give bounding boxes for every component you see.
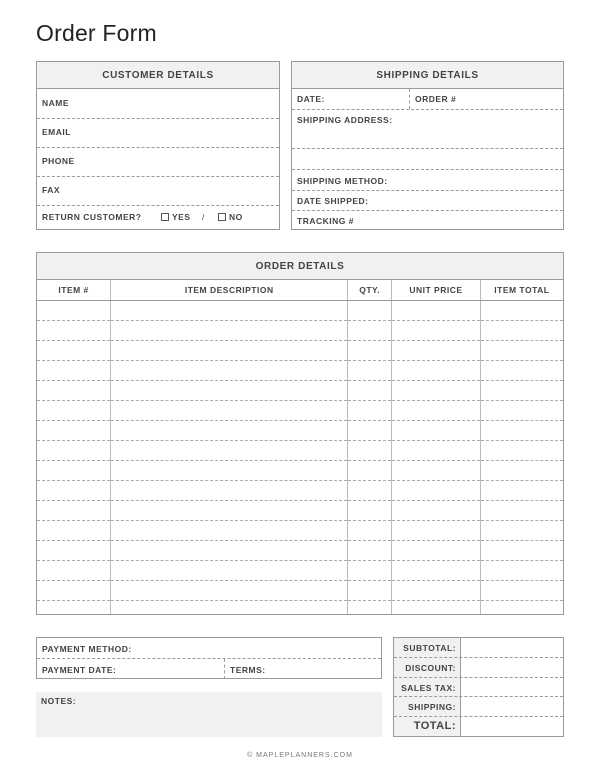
qty-cell[interactable] bbox=[348, 561, 392, 581]
table-row bbox=[37, 441, 563, 461]
item-number-cell[interactable] bbox=[37, 601, 111, 616]
shipping-method-field[interactable] bbox=[292, 170, 563, 191]
email-field[interactable] bbox=[37, 119, 279, 148]
unit-price-cell[interactable] bbox=[392, 541, 481, 561]
terms-field[interactable]: TERMS: bbox=[230, 665, 266, 675]
shipping-address-line-1[interactable] bbox=[292, 128, 563, 149]
item-description-cell[interactable] bbox=[111, 301, 348, 321]
unit-price-cell[interactable] bbox=[392, 381, 481, 401]
qty-cell[interactable] bbox=[348, 421, 392, 441]
qty-cell[interactable] bbox=[348, 541, 392, 561]
item-total-cell[interactable] bbox=[480, 481, 563, 501]
unit-price-cell[interactable] bbox=[392, 421, 481, 441]
unit-price-cell[interactable] bbox=[392, 481, 481, 501]
item-description-cell[interactable] bbox=[111, 441, 348, 461]
customer-details-header: CUSTOMER DETAILS bbox=[37, 62, 279, 89]
item-description-cell[interactable] bbox=[111, 321, 348, 341]
item-total-cell[interactable] bbox=[480, 561, 563, 581]
unit-price-cell[interactable] bbox=[392, 581, 481, 601]
total-label: TOTAL: bbox=[413, 720, 456, 732]
unit-price-cell[interactable] bbox=[392, 401, 481, 421]
yes-checkbox[interactable] bbox=[161, 213, 169, 221]
unit-price-cell[interactable] bbox=[392, 561, 481, 581]
unit-price-cell[interactable] bbox=[392, 301, 481, 321]
item-description-cell[interactable] bbox=[111, 421, 348, 441]
table-row bbox=[37, 381, 563, 401]
qty-cell[interactable] bbox=[348, 401, 392, 421]
item-description-cell[interactable] bbox=[111, 381, 348, 401]
unit-price-cell[interactable] bbox=[392, 501, 481, 521]
column-header-item-total: ITEM TOTAL bbox=[480, 280, 563, 301]
item-description-cell[interactable] bbox=[111, 561, 348, 581]
item-number-cell[interactable] bbox=[37, 501, 111, 521]
item-description-cell[interactable] bbox=[111, 361, 348, 381]
qty-cell[interactable] bbox=[348, 601, 392, 616]
column-header-unit-price: UNIT PRICE bbox=[392, 280, 481, 301]
shipping-address-line-2[interactable] bbox=[292, 149, 563, 170]
date-order-divider bbox=[409, 89, 410, 109]
footer-credit: © MAPLEPLANNERS.COM bbox=[247, 752, 353, 759]
unit-price-cell[interactable] bbox=[392, 341, 481, 361]
date-order-row bbox=[292, 89, 563, 110]
totals-panel bbox=[393, 637, 564, 737]
item-total-cell[interactable] bbox=[480, 541, 563, 561]
item-number-cell[interactable] bbox=[37, 361, 111, 381]
sales-tax-label: SALES TAX: bbox=[401, 683, 456, 693]
payment-method-label: PAYMENT METHOD: bbox=[42, 644, 132, 654]
qty-cell[interactable] bbox=[348, 521, 392, 541]
payment-panel bbox=[36, 637, 382, 679]
item-number-cell[interactable] bbox=[37, 461, 111, 481]
item-total-cell[interactable] bbox=[480, 321, 563, 341]
item-description-cell[interactable] bbox=[111, 461, 348, 481]
unit-price-cell[interactable] bbox=[392, 521, 481, 541]
email-label: EMAIL bbox=[42, 127, 71, 137]
item-number-cell[interactable] bbox=[37, 561, 111, 581]
discount-label: DISCOUNT: bbox=[405, 663, 456, 673]
subtotal-label: SUBTOTAL: bbox=[403, 643, 456, 653]
table-row bbox=[37, 401, 563, 421]
notes-label: NOTES: bbox=[41, 696, 77, 706]
total-row[interactable] bbox=[394, 717, 563, 736]
qty-cell[interactable] bbox=[348, 581, 392, 601]
unit-price-cell[interactable] bbox=[392, 361, 481, 381]
return-customer-row bbox=[37, 206, 279, 230]
item-total-cell[interactable] bbox=[480, 581, 563, 601]
customer-details-panel bbox=[36, 61, 280, 230]
table-row bbox=[37, 301, 563, 321]
item-number-cell[interactable] bbox=[37, 341, 111, 361]
qty-cell[interactable] bbox=[348, 481, 392, 501]
column-header-item-description: ITEM DESCRIPTION bbox=[111, 280, 348, 301]
page-title: Order Form bbox=[36, 20, 157, 46]
date-shipped-label: DATE SHIPPED: bbox=[297, 196, 369, 206]
table-row bbox=[37, 461, 563, 481]
no-option[interactable]: NO bbox=[218, 212, 243, 222]
shipping-details-header: SHIPPING DETAILS bbox=[292, 62, 563, 89]
item-description-cell[interactable] bbox=[111, 341, 348, 361]
date-field[interactable]: DATE: bbox=[297, 94, 325, 104]
table-row bbox=[37, 561, 563, 581]
shipping-address-label: SHIPPING ADDRESS: bbox=[297, 115, 393, 125]
discount-row[interactable] bbox=[394, 658, 563, 678]
column-header-qty: QTY. bbox=[348, 280, 392, 301]
item-number-cell[interactable] bbox=[37, 381, 111, 401]
yes-option[interactable]: YES bbox=[161, 212, 191, 222]
item-number-cell[interactable] bbox=[37, 301, 111, 321]
no-checkbox[interactable] bbox=[218, 213, 226, 221]
payment-date-field[interactable]: PAYMENT DATE: bbox=[42, 665, 117, 675]
shipping-details-panel bbox=[291, 61, 564, 230]
item-total-cell[interactable] bbox=[480, 341, 563, 361]
item-description-cell[interactable] bbox=[111, 521, 348, 541]
qty-cell[interactable] bbox=[348, 441, 392, 461]
qty-cell[interactable] bbox=[348, 381, 392, 401]
unit-price-cell[interactable] bbox=[392, 601, 481, 616]
item-total-cell[interactable] bbox=[480, 521, 563, 541]
sales-tax-row[interactable] bbox=[394, 678, 563, 697]
item-description-cell[interactable] bbox=[111, 581, 348, 601]
option-separator: / bbox=[202, 212, 205, 222]
item-number-cell[interactable] bbox=[37, 401, 111, 421]
item-number-cell[interactable] bbox=[37, 581, 111, 601]
name-field[interactable] bbox=[37, 89, 279, 119]
item-number-cell[interactable] bbox=[37, 481, 111, 501]
payment-method-field[interactable] bbox=[37, 638, 381, 659]
order-table-body bbox=[37, 301, 563, 616]
table-row bbox=[37, 481, 563, 501]
payment-date-row bbox=[37, 659, 381, 679]
qty-cell[interactable] bbox=[348, 321, 392, 341]
item-number-cell[interactable] bbox=[37, 321, 111, 341]
phone-field[interactable] bbox=[37, 148, 279, 177]
qty-cell[interactable] bbox=[348, 361, 392, 381]
order-details-panel bbox=[36, 252, 564, 615]
qty-cell[interactable] bbox=[348, 341, 392, 361]
column-header-item-number: ITEM # bbox=[37, 280, 111, 301]
shipping-method-label: SHIPPING METHOD: bbox=[297, 176, 388, 186]
item-total-cell[interactable] bbox=[480, 361, 563, 381]
item-total-cell[interactable] bbox=[480, 601, 563, 616]
item-total-cell[interactable] bbox=[480, 501, 563, 521]
date-shipped-field[interactable] bbox=[292, 191, 563, 211]
shipping-cost-label: SHIPPING: bbox=[408, 702, 456, 712]
item-total-cell[interactable] bbox=[480, 381, 563, 401]
shipping-cost-row[interactable] bbox=[394, 697, 563, 717]
table-row bbox=[37, 521, 563, 541]
qty-cell[interactable] bbox=[348, 461, 392, 481]
tracking-field[interactable] bbox=[292, 211, 563, 230]
item-total-cell[interactable] bbox=[480, 461, 563, 481]
unit-price-cell[interactable] bbox=[392, 441, 481, 461]
item-total-cell[interactable] bbox=[480, 301, 563, 321]
item-total-cell[interactable] bbox=[480, 401, 563, 421]
table-row bbox=[37, 501, 563, 521]
item-total-cell[interactable] bbox=[480, 441, 563, 461]
order-number-field[interactable]: ORDER # bbox=[415, 94, 457, 104]
table-row bbox=[37, 321, 563, 341]
qty-cell[interactable] bbox=[348, 501, 392, 521]
table-row bbox=[37, 541, 563, 561]
order-table-header-row bbox=[37, 280, 563, 301]
table-row bbox=[37, 421, 563, 441]
item-number-cell[interactable] bbox=[37, 521, 111, 541]
table-row bbox=[37, 601, 563, 616]
table-row bbox=[37, 341, 563, 361]
item-number-cell[interactable] bbox=[37, 441, 111, 461]
fax-label: FAX bbox=[42, 185, 61, 195]
subtotal-row[interactable] bbox=[394, 638, 563, 658]
name-label: NAME bbox=[42, 98, 70, 108]
item-description-cell[interactable] bbox=[111, 481, 348, 501]
table-row bbox=[37, 361, 563, 381]
unit-price-cell[interactable] bbox=[392, 321, 481, 341]
order-details-header: ORDER DETAILS bbox=[37, 253, 563, 280]
return-customer-label: RETURN CUSTOMER? bbox=[42, 212, 142, 222]
item-number-cell[interactable] bbox=[37, 541, 111, 561]
item-description-cell[interactable] bbox=[111, 601, 348, 616]
item-number-cell[interactable] bbox=[37, 421, 111, 441]
fax-field[interactable] bbox=[37, 177, 279, 206]
unit-price-cell[interactable] bbox=[392, 461, 481, 481]
phone-label: PHONE bbox=[42, 156, 75, 166]
qty-cell[interactable] bbox=[348, 301, 392, 321]
item-description-cell[interactable] bbox=[111, 541, 348, 561]
item-description-cell[interactable] bbox=[111, 501, 348, 521]
tracking-label: TRACKING # bbox=[297, 216, 354, 226]
notes-field[interactable] bbox=[36, 692, 382, 737]
table-row bbox=[37, 581, 563, 601]
item-description-cell[interactable] bbox=[111, 401, 348, 421]
order-table bbox=[37, 280, 563, 615]
payment-terms-divider bbox=[224, 659, 225, 679]
item-total-cell[interactable] bbox=[480, 421, 563, 441]
